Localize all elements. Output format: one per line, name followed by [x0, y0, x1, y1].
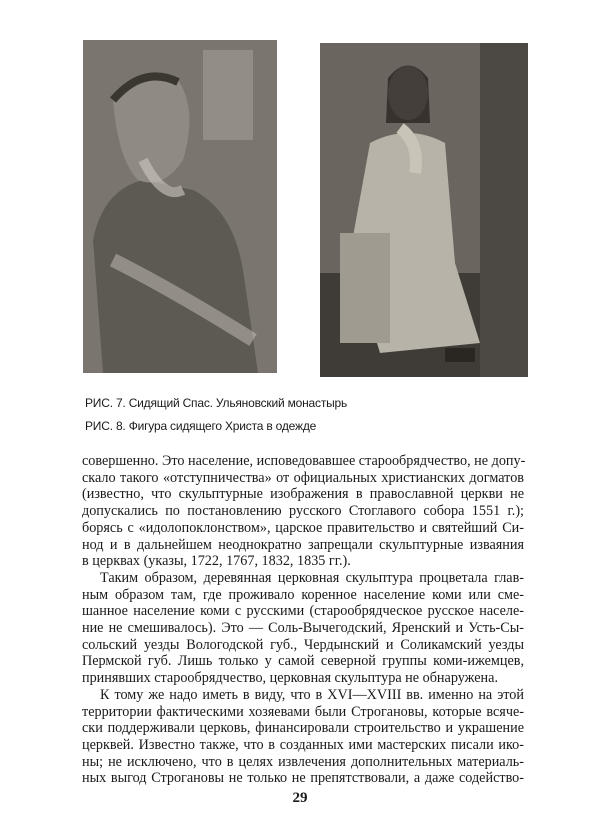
text-line: территории фактическими хозяевами были Строгановы, которые всяче-: [82, 703, 524, 720]
text-line: ны; не исключено, что в целях извлечения дополнительных материаль-: [82, 753, 524, 770]
text-line: Таким образом, деревянная церковная скульптура процветала глав-: [100, 569, 524, 586]
text-line: в церквах (указы, 1722, 1767, 1832, 1835 гг.).: [82, 553, 351, 570]
text-line: ски поддерживали церковь, финансировали строительство и украшение: [82, 720, 524, 737]
text-line: ние не смешивалось). Это — Соль-Вычегодский, Яренский и Усть-Сы-: [82, 620, 524, 637]
text-line: К тому же надо иметь в виду, что в XVI—XVIII вв. именно на этой: [100, 686, 524, 703]
text-line: борясь с «идолопоклонством», царское правительство и святейший Си-: [82, 519, 524, 536]
body-text: [82, 453, 524, 787]
text-line: (известно, что скульптурные изображения в православной церкви не: [82, 486, 524, 503]
text-line: допускались по постановлению русского Стоглавого собора 1551 г.);: [82, 503, 524, 520]
figure-8-photo-seated-christ-in-clothes: [320, 43, 528, 377]
figure-7-caption: РИС. 7. Сидящий Спас. Ульяновский монастырь: [85, 396, 348, 410]
text-line: Пермской губ. Лишь только у самой северной группы коми-ижемцев,: [82, 653, 524, 670]
text-line: ных выгод Строгановы не только не препятствовали, а даже содейство-: [82, 770, 524, 787]
figure-8-caption: РИС. 8. Фигура сидящего Христа в одежде: [85, 419, 317, 433]
page-number: 29: [292, 790, 308, 806]
text-line: нод и в дальнейшем неоднократно запрещали скульптурные изваяния: [82, 536, 524, 553]
text-line: церквей. Известно также, что в созданных ими мастерских писали ико-: [82, 736, 524, 753]
text-line: совершенно. Это население, исповедовавшее старообрядчество, не допу-: [82, 453, 526, 469]
figure-7-photo-seated-saviour: [83, 40, 277, 373]
text-line: шанное население коми с русскими (старообрядческое русское населе-: [82, 603, 524, 620]
text-line: ным образом там, где проживало коренное население коми или сме-: [82, 586, 524, 603]
text-line: принявших старообрядчество, церковная скульптура не обнаружена.: [82, 670, 498, 687]
text-line: сольский уезды Вологодской губ., Чердынский и Соликамский уезды: [82, 636, 524, 653]
text-line: скало такого «отступничества» от официальных христианских догматов: [82, 469, 524, 486]
